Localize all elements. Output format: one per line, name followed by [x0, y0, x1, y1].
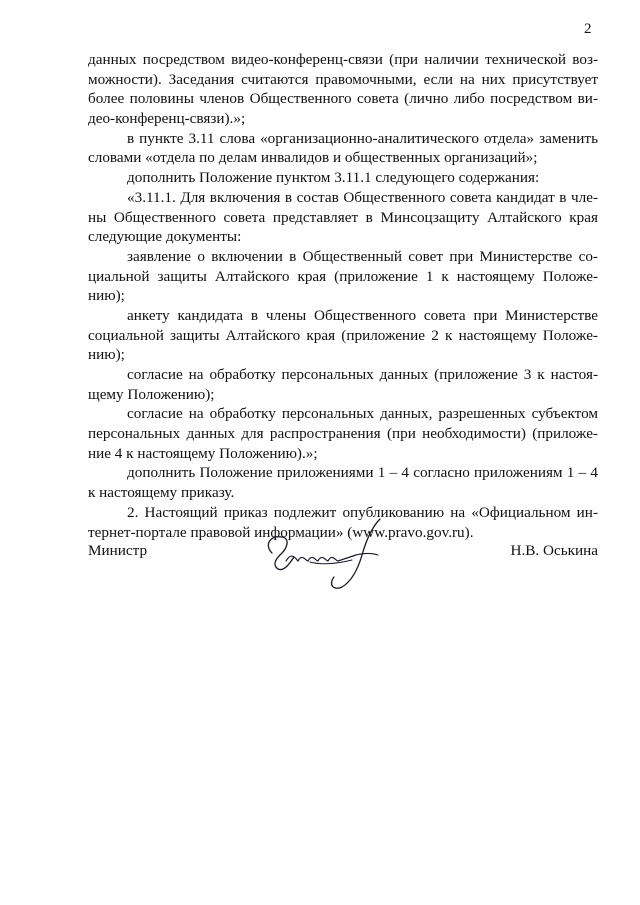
signer-title: Министр: [88, 542, 148, 559]
document-body: [88, 50, 598, 542]
text-line: дополнить Положение приложениями 1 – 4 согласно приложениям 1 – 4: [127, 464, 598, 482]
text-line: более половины членов Общественного совета (лично либо посредством ви-: [88, 90, 598, 108]
page-number: 2: [584, 21, 592, 37]
text-line: согласие на обработку персональных данных (приложение 3 к настоя-: [127, 366, 598, 383]
text-line: део-конференц-связи).»;: [88, 110, 246, 128]
text-line: 2. Настоящий приказ подлежит опубликованию на «Официальном ин-: [127, 503, 598, 521]
text-line: ние 4 к настоящему Положению).»;: [88, 444, 318, 462]
text-line: щему Положению);: [88, 385, 215, 403]
signer-name: Н.В. Оськина: [510, 542, 598, 559]
text-line: нию);: [88, 346, 125, 364]
text-line: можности). Заседания считаются правомочными, если на них присутствует: [88, 70, 598, 88]
text-line: словами «отдела по делам инвалидов и общественных организаций»;: [88, 149, 538, 167]
signature-block: [88, 515, 598, 595]
handwritten-signature: [260, 515, 390, 595]
text-line: тернет-портале правовой информации» (www.pravo.gov.ru).: [88, 523, 474, 541]
text-line: согласие на обработку персональных данных, разрешенных субъектом: [127, 405, 598, 423]
text-line: дополнить Положение пунктом 3.11.1 следующего содержания:: [127, 169, 540, 187]
text-line: социальной защиты Алтайского края (приложение 2 к настоящему Положе-: [88, 326, 598, 344]
text-line: в пункте 3.11 слова «организационно-аналитического отдела» заменить: [127, 129, 598, 147]
text-line: нию);: [88, 287, 125, 305]
text-line: персональных данных для распространения (при необходимости) (приложе-: [88, 425, 598, 443]
text-line: циальной защиты Алтайского края (приложение 1 к настоящему Положе-: [88, 267, 598, 285]
text-line: ны Общественного совета представляет в Минсоцзащиту Алтайского края: [88, 208, 598, 226]
text-line: анкету кандидата в члены Общественного совета при Министерстве: [127, 306, 598, 324]
text-line: заявление о включении в Общественный совет при Министерстве со-: [127, 247, 598, 265]
text-line: к настоящему приказу.: [88, 484, 235, 502]
text-line: «3.11.1. Для включения в состав Общественного совета кандидат в чле-: [127, 188, 598, 206]
text-line: следующие документы:: [88, 228, 242, 246]
text-line: данных посредством видео-конференц-связи (при наличии технической воз-: [88, 51, 598, 68]
